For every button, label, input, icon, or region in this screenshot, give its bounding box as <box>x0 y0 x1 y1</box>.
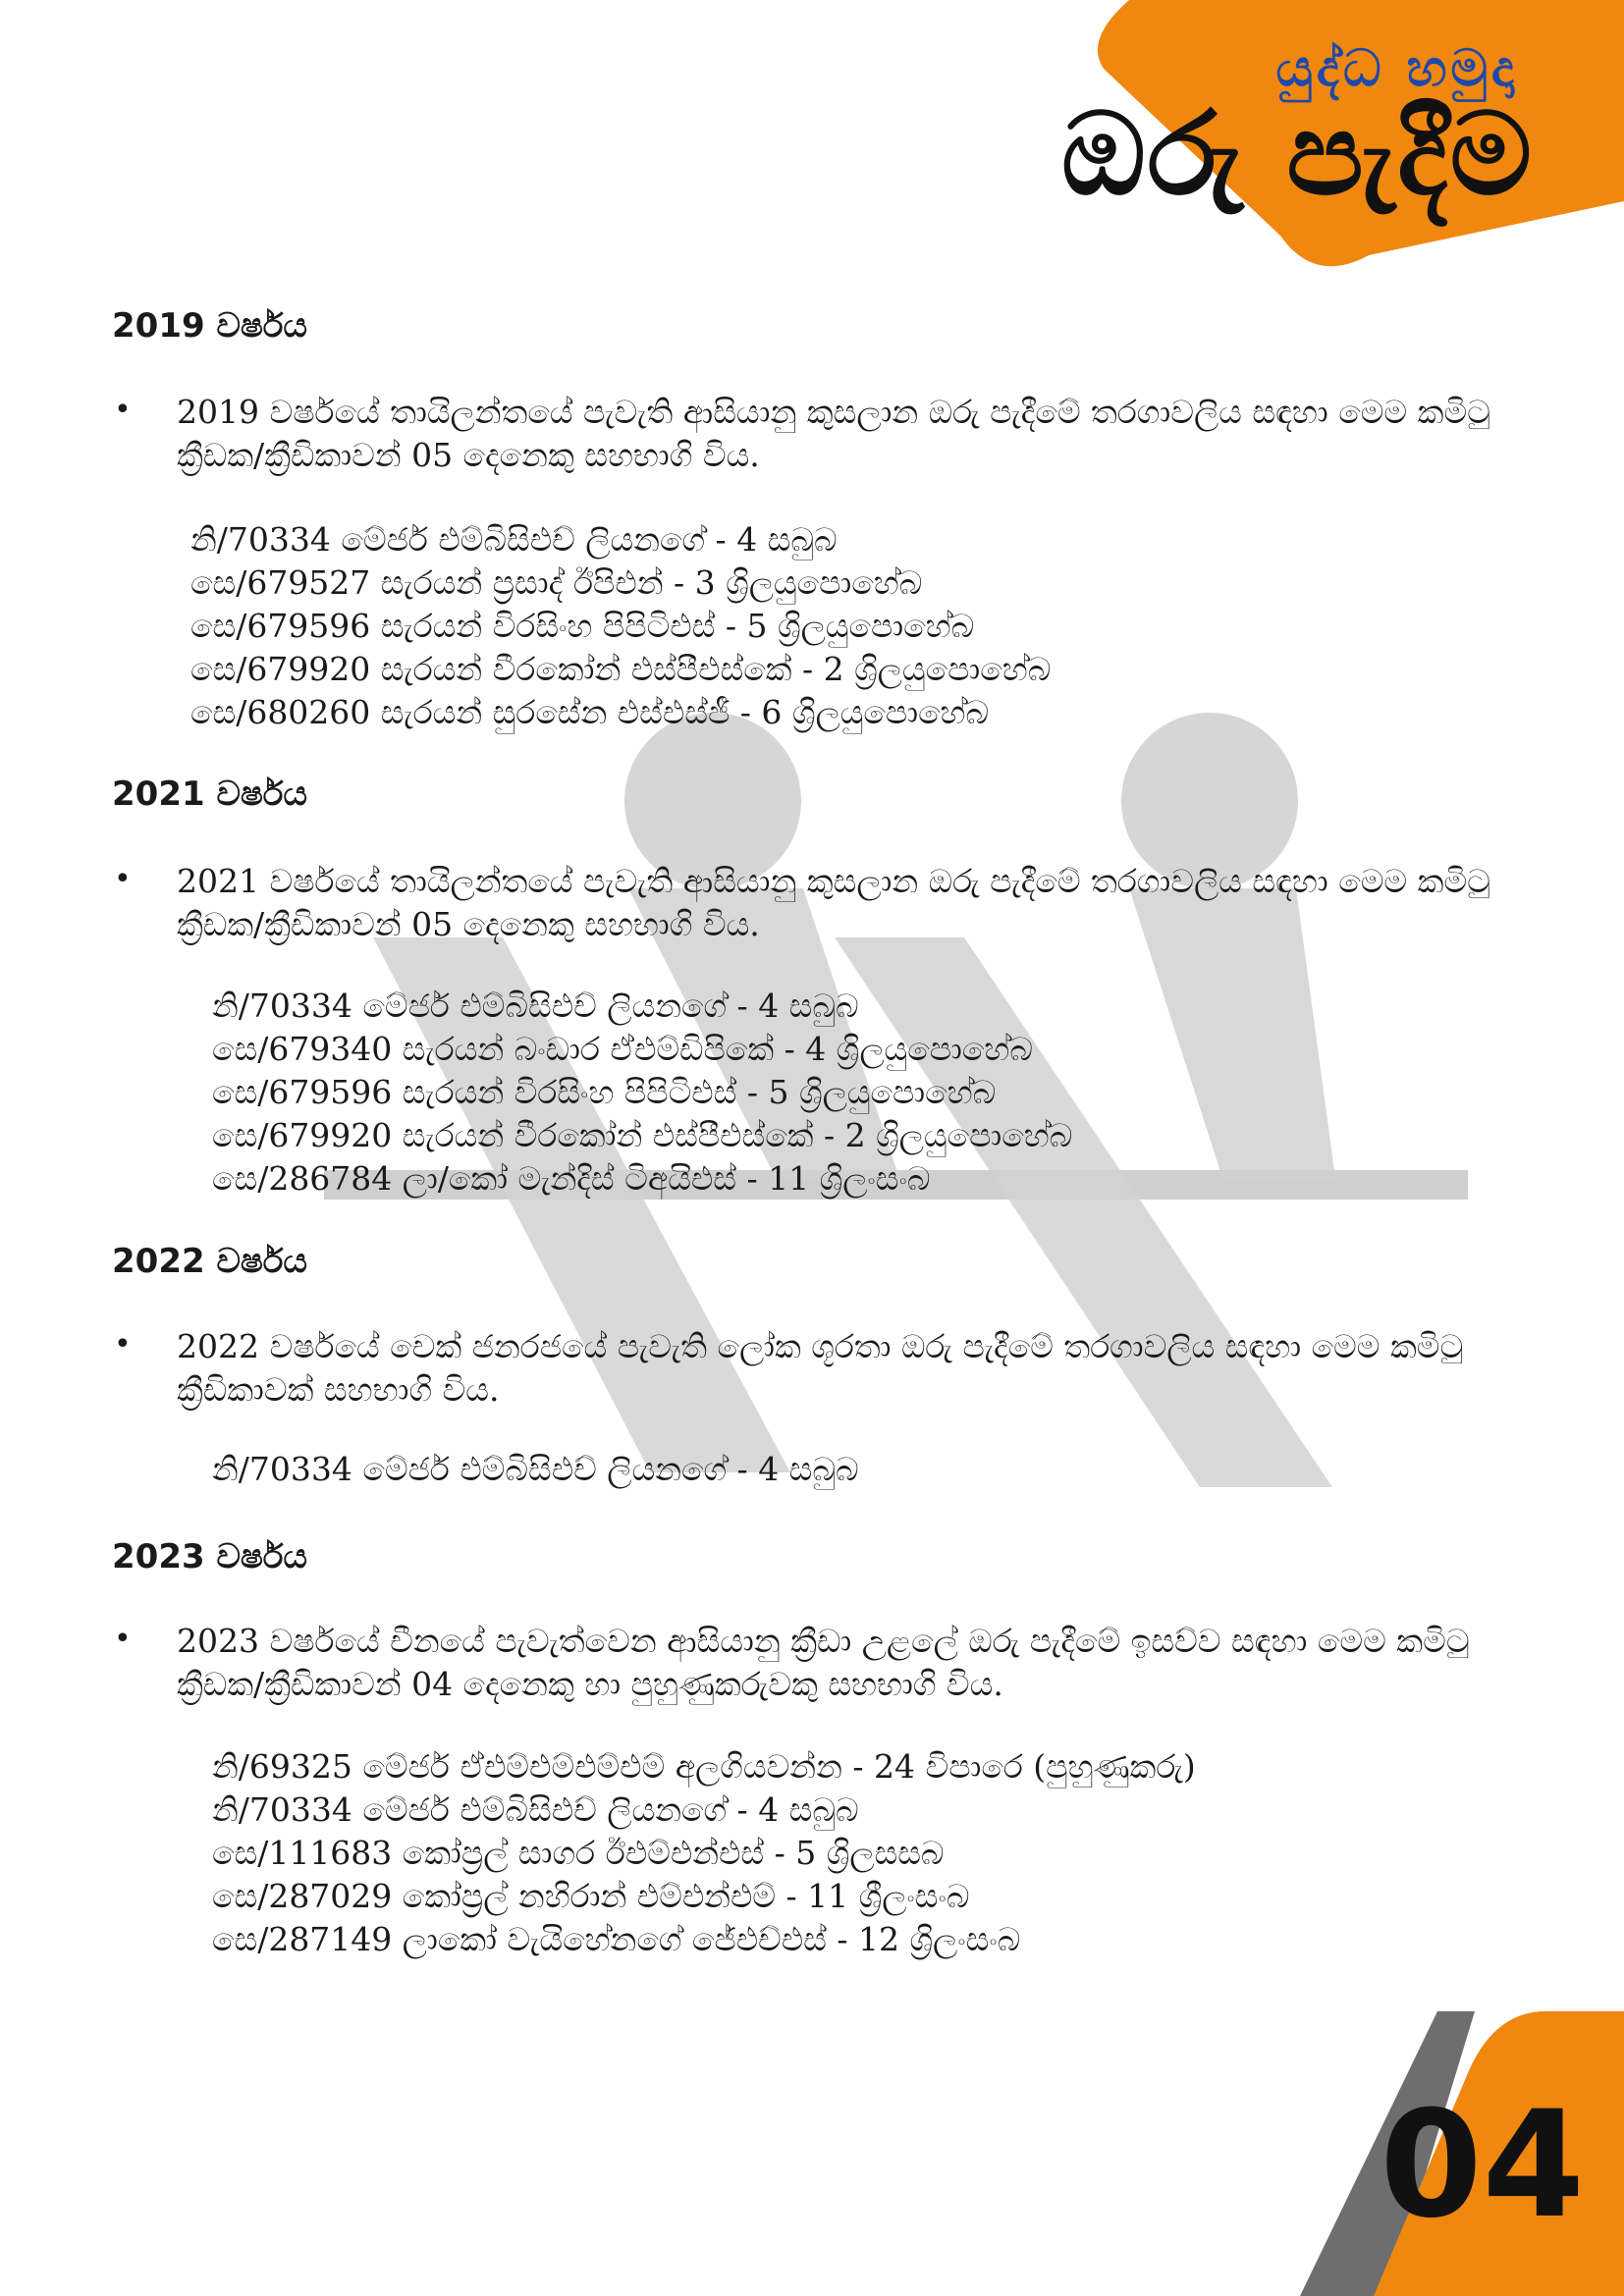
member-item: නි/70334 මේජර් එම්බිසිඑච් ලියනගේ - 4 සබුබ <box>212 1450 859 1488</box>
member-list-2021 <box>212 985 1072 1201</box>
member-item: සෙ/286784 ලා/කෝ මැන්දිස් ටිඅයිඑස් - 11 ශ්‍රිලංසංබ <box>212 1159 931 1198</box>
section-heading-2019: 2019 වර්ෂය <box>112 306 307 346</box>
section-heading-2021: 2021 වර්ෂය <box>112 774 307 814</box>
member-item: සෙ/680260 සැරයන් සුරසේන එස්එස්ජී - 6 ශ්‍රිලයුපොහේබ <box>190 693 990 731</box>
member-item: සෙ/679596 සැරයන් විරසිංහ පිපිටිඑස් - 5 ශ්‍රිලයුපොහේබ <box>190 607 975 645</box>
member-item: සෙ/111683 කෝප්‍රල් සාගර ඊඑම්එන්එස් - 5 ශ්‍රිලසසබ <box>212 1834 945 1872</box>
member-item: නි/69325 මේජර් ඒඑම්එම්එම්එම් අලගියවන්න - 24 විපාරෙ (පුහුණුකරු) <box>212 1747 1196 1786</box>
bullet-icon: • <box>114 1622 132 1656</box>
member-list-2022 <box>212 1448 859 1491</box>
member-item: සෙ/287029 කෝප්‍රල් නහිරාන් එම්එන්එම් - 11 ශ්‍රීලංසංබ <box>212 1877 970 1915</box>
page-number: 04 <box>1380 2080 1585 2251</box>
member-item: සෙ/679340 සැරයන් බංඩාර ඒඑම්ඩිපිකේ - 4 ශ්‍රිලයුපොහේබ <box>212 1030 1033 1068</box>
section-description-2021: 2021 වර්ෂයේ තායිලන්තයේ පැවැති ආසියානු කුසලාන ඔරු පැදීමේ තරගාවලිය සඳහා මෙම කමිටු ක්‍රීඩක/ක්‍රීඩිකාවන් 05 දෙනෙකු සහභාගි විය. <box>177 862 1490 943</box>
section-heading-2023: 2023 වර්ෂය <box>112 1537 307 1576</box>
member-list-2023 <box>212 1745 1196 1961</box>
section-description-2022: 2022 වර්ෂයේ චෙක් ජනරජයේ පැවැති ලෝක ශූරතා ඔරු පැදීමේ තරගාවලිය සඳහා මෙම කමිටු ක්‍රීඩිකාවක් සහභාගි විය. <box>177 1327 1464 1409</box>
section-heading-2022: 2022 වර්ෂය <box>112 1242 307 1281</box>
bullet-icon: • <box>114 862 132 896</box>
member-list-2019 <box>190 518 1051 734</box>
bullet-icon: • <box>114 393 132 427</box>
member-item: නි/70334 මේජර් එම්බිසිඑච් ලියනගේ - 4 සබුබ <box>212 1790 859 1829</box>
section-description-2019: 2019 වර්ෂයේ තායිලන්තයේ පැවැති ආසියානු කුසලාන ඔරු පැදීමේ තරගාවලිය සඳහා මෙම කමිටු ක්‍රීඩක/ක්‍රීඩිකාවන් 05 දෙනෙකු සහභාගි විය. <box>177 393 1490 474</box>
bullet-icon: • <box>114 1327 132 1362</box>
section-description-2023: 2023 වර්ෂයේ චීනයේ පැවැත්වෙන ආසියානු ක්‍රීඩා උළලේ ඔරු පැදීමේ ඉසව්ව සඳහා මෙම කමිටු ක්‍රීඩක/ක්‍රීඩිකාවන් 04 දෙනෙකු හා පුහුණුකරුවකු සහභාගි විය. <box>177 1622 1470 1703</box>
header-title: ඔරු පැදීම <box>1060 88 1534 221</box>
header-subtitle: යුද්ධ හමුදා <box>1275 39 1518 98</box>
member-item: නි/70334 මේජර් එම්බිසිඑච් ලියනගේ - 4 සබුබ <box>212 987 859 1025</box>
member-item: සෙ/679527 සැරයන් ප්‍රසාද් ඊපිඑන් - 3 ශ්‍රිලයුපොහේබ <box>190 563 923 602</box>
member-item: සෙ/287149 ලාකෝ වැයිහේනගේ ජේඑච්එස් - 12 ශ්‍රිලංසංබ <box>212 1920 1021 1958</box>
member-item: සෙ/679920 සැරයන් වීරකෝන් එස්පීඑස්කේ - 2 ශ්‍රිලයුපොහේබ <box>212 1116 1073 1154</box>
member-item: නි/70334 මේජර් එම්බිසිඑච් ලියනගේ - 4 සබුබ <box>190 520 838 559</box>
member-item: සෙ/679596 සැරයන් විරසිංහ පිපිටිඑස් - 5 ශ්‍රිලයුපොහේබ <box>212 1073 997 1111</box>
member-item: සෙ/679920 සැරයන් වීරකෝන් එස්පීඑස්කේ - 2 ශ්‍රිලයුපොහේබ <box>190 650 1052 688</box>
